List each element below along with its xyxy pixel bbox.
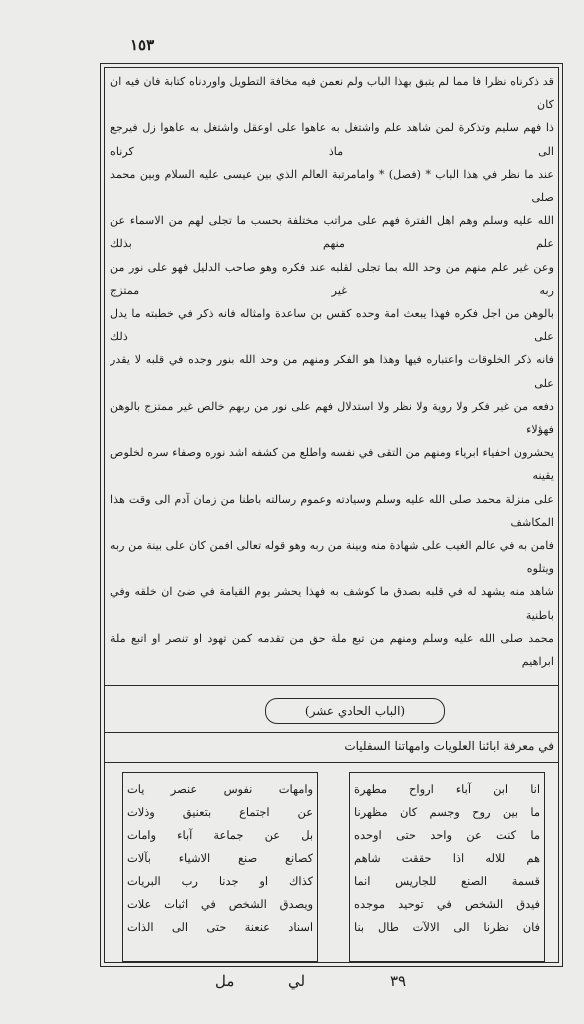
poem-line: هم للاله اذا حققت شاهم <box>354 851 540 865</box>
body-line: على منزلة محمد صلى الله عليه وسلم وسيادته وعموم رسالته باطنا من زمان آدم الى وقت هذا المكاشف <box>110 492 554 529</box>
body-line: الله عليه وسلم وهم اهل الفترة فهم على مراتب مختلفة بحسب ما تجلى لهم من الاسماء عن علم منهم بذلك <box>110 214 554 251</box>
chapter-heading: (الباب الحادي عشر) <box>265 698 445 724</box>
poem-line: ويصدق الشخص في اثبات علات <box>127 897 313 911</box>
poem-line: وامهات نفوس عنصر يات <box>127 782 313 796</box>
body-line: قد ذكرناه نظرا فا مما لم يتبق بهذا الباب ولم نعمن فيه مخافة التطويل واوردناه كتابة فان فيه ان كان <box>110 75 554 112</box>
poem-line: ما بين روح وجسم كان مظهرنا <box>354 805 540 819</box>
poem-line: ما كنت عن واحد حتى اوحده <box>354 828 540 842</box>
body-line: فانه ذكر الخلوقات واعتباره فيها وهذا هو الفكر ومنهم من وحد الله بنور وجده في قلبه لا يقدر على <box>110 353 554 390</box>
chapter-subtitle: في معرفة ابائنا العلويات وامهاتنا السفليات <box>344 739 554 753</box>
poem-column-left <box>127 778 313 939</box>
signature-mark-left: مل <box>215 972 235 990</box>
poem-line: كذاك او جدنا رب البريات <box>127 874 313 888</box>
poem-line: كصانع صنع الاشياء بآلات <box>127 851 313 865</box>
body-line: شاهد منه يشهد له في قلبه بصدق ما كوشف به فهذا يحشر يوم القيامة في ضئ ان خلقه وفي باطنية <box>110 585 554 622</box>
poem-column-right <box>354 778 540 939</box>
body-line: دفعه من غير فكر ولا روية ولا نظر ولا استدلال فهم على نور من ربهم خالص غير ممتزج بالوهن فهؤلاء <box>110 399 554 437</box>
body-line: ذا فهم سليم وتذكرة لمن شاهد علم واشتغل به عاهوا على اوعقل واشتغل به عاهوا زل فيرجع الى ماذ كرناه <box>110 121 554 158</box>
divider-middle <box>104 732 559 733</box>
poem-line: عن اجتماع بتعنيق وذلات <box>127 805 313 819</box>
body-line: يحشرون احفياء ابرياء ومنهم من التقى في نفسه واطلع من كشفه اشد نوره وصفاء سره لخلوص يقينه <box>110 446 554 483</box>
divider-bottom <box>104 762 559 763</box>
body-line: وعن غير علم منهم من وحد الله بما تجلى لقلبه عند فكره وهو صاحب الدليل فهو على نور من ربه غير ممتزج <box>110 260 554 297</box>
poem-line: اسناد عنعنة حتى الى الذات <box>127 920 313 934</box>
poem-line: فان نظرنا الى الالآت طال بنا <box>354 920 540 934</box>
body-line: محمد صلى الله عليه وسلم ومنهم من تبع ملة حق من تقدمه كمن تهود او تنصر او اتبع ملة ابراهيم <box>110 631 554 669</box>
signature-mark-right: ٣٩ <box>390 972 407 990</box>
signature-mark-center: لي <box>288 972 306 990</box>
body-line: عند ما نظر في هذا الباب * (فصل) * وامامرتبة العالم الذي بين عيسى عليه السلام وبين محمد صلى <box>110 167 554 205</box>
body-line: فامن به في عالم الغيب على شهادة منه وبينة من ربه وهو قوله تعالى افمن كان على بينة من ربه ويتلوه <box>110 539 554 576</box>
poem-line: انا ابن آباء ارواح مطهرة <box>354 782 540 796</box>
body-line: بالوهن من اجل فكره فهذا يبعث امة وحده كقس بن ساعدة وامثاله فانه ذكر في خطبته ما يدل على ذلك <box>110 307 554 344</box>
divider-top <box>104 685 559 686</box>
poem-line: فيدق الشخص في توحيد موجده <box>354 897 540 911</box>
main-body-text <box>110 70 554 670</box>
poem-line: قسمة الصنع للجاريس انما <box>354 874 540 888</box>
poem-line: بل عن جماعة آباء وامات <box>127 828 313 842</box>
page-number: ١٥٣ <box>130 36 155 54</box>
